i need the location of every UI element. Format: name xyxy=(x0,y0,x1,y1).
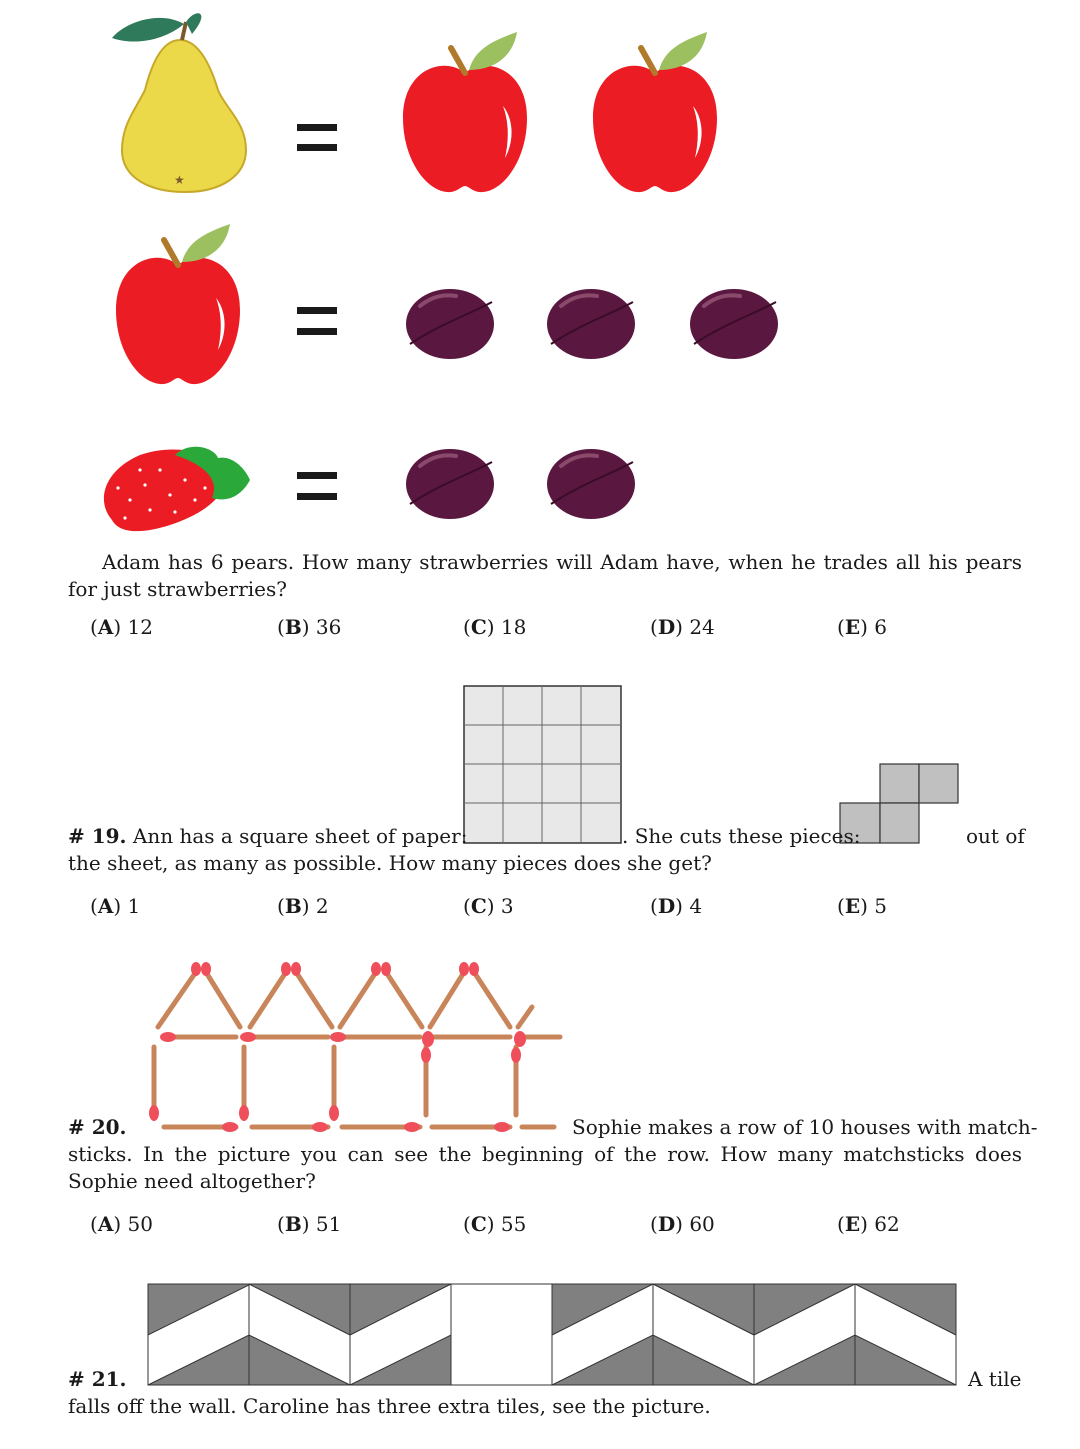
q19-option-d: (D) 4 xyxy=(650,894,703,918)
q21-number: # 21. xyxy=(68,1367,127,1391)
q19-option-a: (A) 1 xyxy=(90,894,141,918)
q20-option-b: (B) 51 xyxy=(277,1212,342,1236)
apple-icon xyxy=(116,224,240,384)
q20-number: # 20. xyxy=(68,1115,127,1139)
q19-text-b: . She cuts these pieces: xyxy=(622,824,861,848)
tile-wall-figure xyxy=(147,1283,959,1387)
q18-question-text: Adam has 6 pears. How many strawberries will Adam have, when he trades all his pears for just strawberries? xyxy=(68,550,1022,601)
q21-text-a: A tile xyxy=(968,1367,1022,1391)
q18-option-e: (E) 6 xyxy=(837,615,887,639)
matchstick-houses-figure xyxy=(140,955,570,1140)
q21-text-b: falls off the wall. Caroline has three extra tiles, see the picture. xyxy=(68,1394,711,1418)
q19-option-c: (C) 3 xyxy=(463,894,514,918)
equals-sign-1 xyxy=(297,124,337,131)
square-sheet-figure xyxy=(463,685,623,845)
q19-option-e: (E) 5 xyxy=(837,894,887,918)
q18-option-d: (D) 24 xyxy=(650,615,715,639)
q19-text-c: out of xyxy=(966,824,1025,848)
plum-icon xyxy=(547,449,635,519)
fruit-equations-figure xyxy=(0,0,1080,545)
plum-icon xyxy=(406,449,494,519)
svg-text:★: ★ xyxy=(174,173,185,187)
plum-icon xyxy=(406,289,494,359)
apple-icon xyxy=(593,32,717,192)
q20-option-d: (D) 60 xyxy=(650,1212,715,1236)
q20-text-a: Sophie makes a row of 10 houses with match- xyxy=(572,1115,1038,1139)
strawberry-icon xyxy=(104,447,250,531)
equals-sign-3 xyxy=(297,472,337,479)
q19-line-1: # 19. Ann has a square sheet of paper: xyxy=(68,824,468,848)
apple-icon xyxy=(403,32,527,192)
plum-icon xyxy=(547,289,635,359)
q18-option-a: (A) 12 xyxy=(90,615,153,639)
q19-text-d: the sheet, as many as possible. How many pieces does she get? xyxy=(68,851,712,875)
pear-icon xyxy=(112,13,246,192)
plum-icon xyxy=(690,289,778,359)
q20-option-a: (A) 50 xyxy=(90,1212,153,1236)
q19-option-b: (B) 2 xyxy=(277,894,329,918)
q20-option-e: (E) 62 xyxy=(837,1212,900,1236)
equals-sign-2 xyxy=(297,307,337,314)
q20-option-c: (C) 55 xyxy=(463,1212,527,1236)
q18-option-b: (B) 36 xyxy=(277,615,342,639)
q18-option-c: (C) 18 xyxy=(463,615,527,639)
q20-text-b: sticks. In the picture you can see the beginning of the row. How many matchsticks does Sophie need altogether? xyxy=(68,1142,1022,1193)
